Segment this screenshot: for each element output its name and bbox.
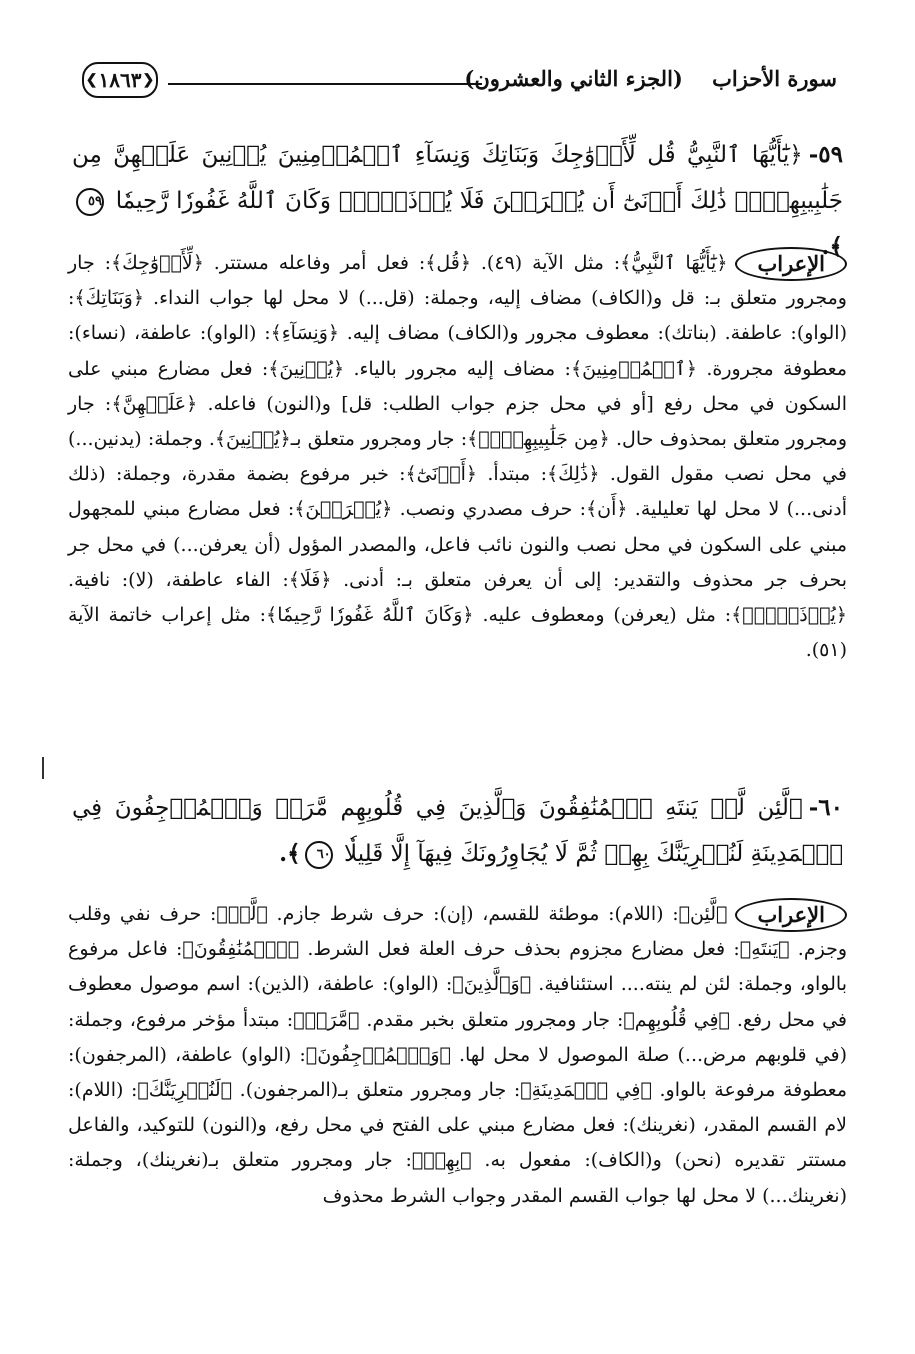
- irab-badge: الإعراب: [735, 247, 847, 281]
- page-number: ١٨٦٣: [98, 68, 142, 92]
- header-rule: [168, 83, 482, 85]
- verse-close: ﴾.: [279, 840, 301, 867]
- irab-section-59: [68, 246, 847, 668]
- irab-badge: الإعراب: [735, 898, 847, 932]
- margin-mark: [42, 757, 44, 779]
- irab-section-60: [68, 897, 847, 1214]
- page-number-frame: [82, 62, 158, 98]
- ayah-end-icon: ٥٩: [76, 188, 104, 216]
- verse-60: [72, 785, 843, 877]
- ornament-right-icon: ❯: [142, 72, 155, 88]
- verse-close: ﴾.: [821, 233, 843, 260]
- surah-name: سورة الأحزاب: [712, 66, 837, 91]
- verse-text: ﴿لَّئِن لَّمۡ يَنتَهِ ٱلۡمُنَٰفِقُونَ وَٱلَّذِينَ فِي قُلُوبِهِم مَّرَضٞ وَٱلۡمُرۡجِفُونَ فِي ٱلۡمَدِينَةِ لَنُغۡرِيَنَّكَ بِهِمۡ ثُمَّ لَا يُجَاوِرُونَكَ فِيهَآ إِلَّا قَلِيلٗا: [72, 795, 843, 867]
- verse-number: ٥٩-: [808, 141, 843, 168]
- irab-text: ﴿لَّئِن﴾: (اللام): موطئة للقسم، (إن): حرف شرط جازم. ﴿لَّمۡ﴾: حرف نفي وقلب وجزم. ﴿يَنتَهِ﴾: فعل مضارع مجزوم بحذف حرف العلة فعل الشرط. ﴿ٱلۡمُنَٰفِقُونَ﴾: فاعل مرفوع بالواو، وجملة: لئن لم ينته.... استئنافية. ﴿وَٱلَّذِينَ﴾: (الواو): عاطفة، (الذين): اسم موصول معطوف في محل رفع. ﴿فِي قُلُوبِهِم﴾: جار ومجرور متعلق بخبر مقدم. ﴿مَّرَضٞ﴾: مبتدأ مؤخر مرفوع، وجملة: (في قلوبهم مرض...) صلة الموصول لا محل لها. ﴿وَٱلۡمُرۡجِفُونَ﴾: (الواو) عاطفة، (المرجفون): معطوفة مرفوعة بالواو. ﴿فِي ٱلۡمَدِينَةِ﴾: جار ومجرور متعلق بـ(المرجفون). ﴿لَنُغۡرِيَنَّكَ﴾: (اللام): لام القسم المقدر، (نغرينك): فعل مضارع مبني على الفتح في محل رفع، و(النون) للتوكيد، والفاعل مستتر تقديره (نحن) و(الكاف): مفعول به. ﴿بِهِمۡ﴾: جار ومجرور متعلق بـ(نغرينك)، وجملة: (نغرينك...) لا محل لها جواب القسم المقدر وجواب الشرط محذوف: [68, 903, 847, 1207]
- running-title: [464, 66, 837, 91]
- verse-number: ٦٠-: [808, 794, 843, 821]
- ayah-end-icon: ٦٠: [305, 841, 333, 869]
- ornament-left-icon: ❮: [85, 72, 98, 88]
- juz-label: (الجزء الثاني والعشرون): [464, 66, 683, 91]
- verse-text: ﴿يَٰٓأَيُّهَا ٱلنَّبِيُّ قُل لِّأَزۡوَٰجِكَ وَبَنَاتِكَ وَنِسَآءِ ٱلۡمُؤۡمِنِينَ يُدۡنِينَ عَلَيۡهِنَّ مِن جَلَٰبِيبِهِنَّۚ ذَٰلِكَ أَدۡنَىٰٓ أَن يُعۡرَفۡنَ فَلَا يُؤۡذَيۡنَۗ وَكَانَ ٱللَّهُ غَفُورٗا رَّحِيمٗا: [72, 142, 844, 214]
- page-header: [82, 62, 837, 102]
- irab-text: ﴿يَٰٓأَيُّهَا ٱلنَّبِيُّ﴾: مثل الآية (٤٩). ﴿قُل﴾: فعل أمر وفاعله مستتر. ﴿لِّأَزۡوَٰجِكَ﴾: جار ومجرور متعلق بـ: قل و(الكاف) مضاف إليه، وجملة: (قل...) لا محل لها جواب النداء. ﴿وَبَنَاتِكَ﴾: (الواو): عاطفة. (بناتك): معطوف مجرور و(الكاف) مضاف إليه. ﴿وَنِسَآءِ﴾: (الواو): عاطفة، (نساء): معطوفة مجرورة. ﴿ٱلۡمُؤۡمِنِينَ﴾: مضاف إليه مجرور بالياء. ﴿يُدۡنِينَ﴾: فعل مضارع مبني على السكون في محل رفع [أو في محل جزم جواب الطلب: قل] و(النون) فاعله. ﴿عَلَيۡهِنَّ﴾: جار ومجرور متعلق بمحذوف حال. ﴿مِن جَلَٰبِيبِهِنَّۚ﴾: جار ومجرور متعلق بـ﴿يُدۡنِينَ﴾. وجملة: (يدنين...) في محل نصب مقول القول. ﴿ذَٰلِكَ﴾: مبتدأ. ﴿أَدۡنَىٰٓ﴾: خبر مرفوع بضمة مقدرة، وجملة: (ذلك أدنى...) لا محل لها تعليلية. ﴿أَن﴾: حرف مصدري ونصب. ﴿يُعۡرَفۡنَ﴾: فعل مضارع مبني للمجهول مبني على السكون في محل نصب والنون نائب فاعل، والمصدر المؤول (أن يعرفن...) في محل جر بحرف جر محذوف والتقدير: إلى أن يعرفن متعلق بـ: أدنى. ﴿فَلَا﴾: الفاء عاطفة، (لا): نافية. ﴿يُؤۡذَيۡنَۗ﴾: مثل (يعرفن) ومعطوف عليه. ﴿وَكَانَ ٱللَّهُ غَفُورٗا رَّحِيمٗا﴾: مثل إعراب خاتمة الآية (٥١).: [68, 252, 847, 662]
